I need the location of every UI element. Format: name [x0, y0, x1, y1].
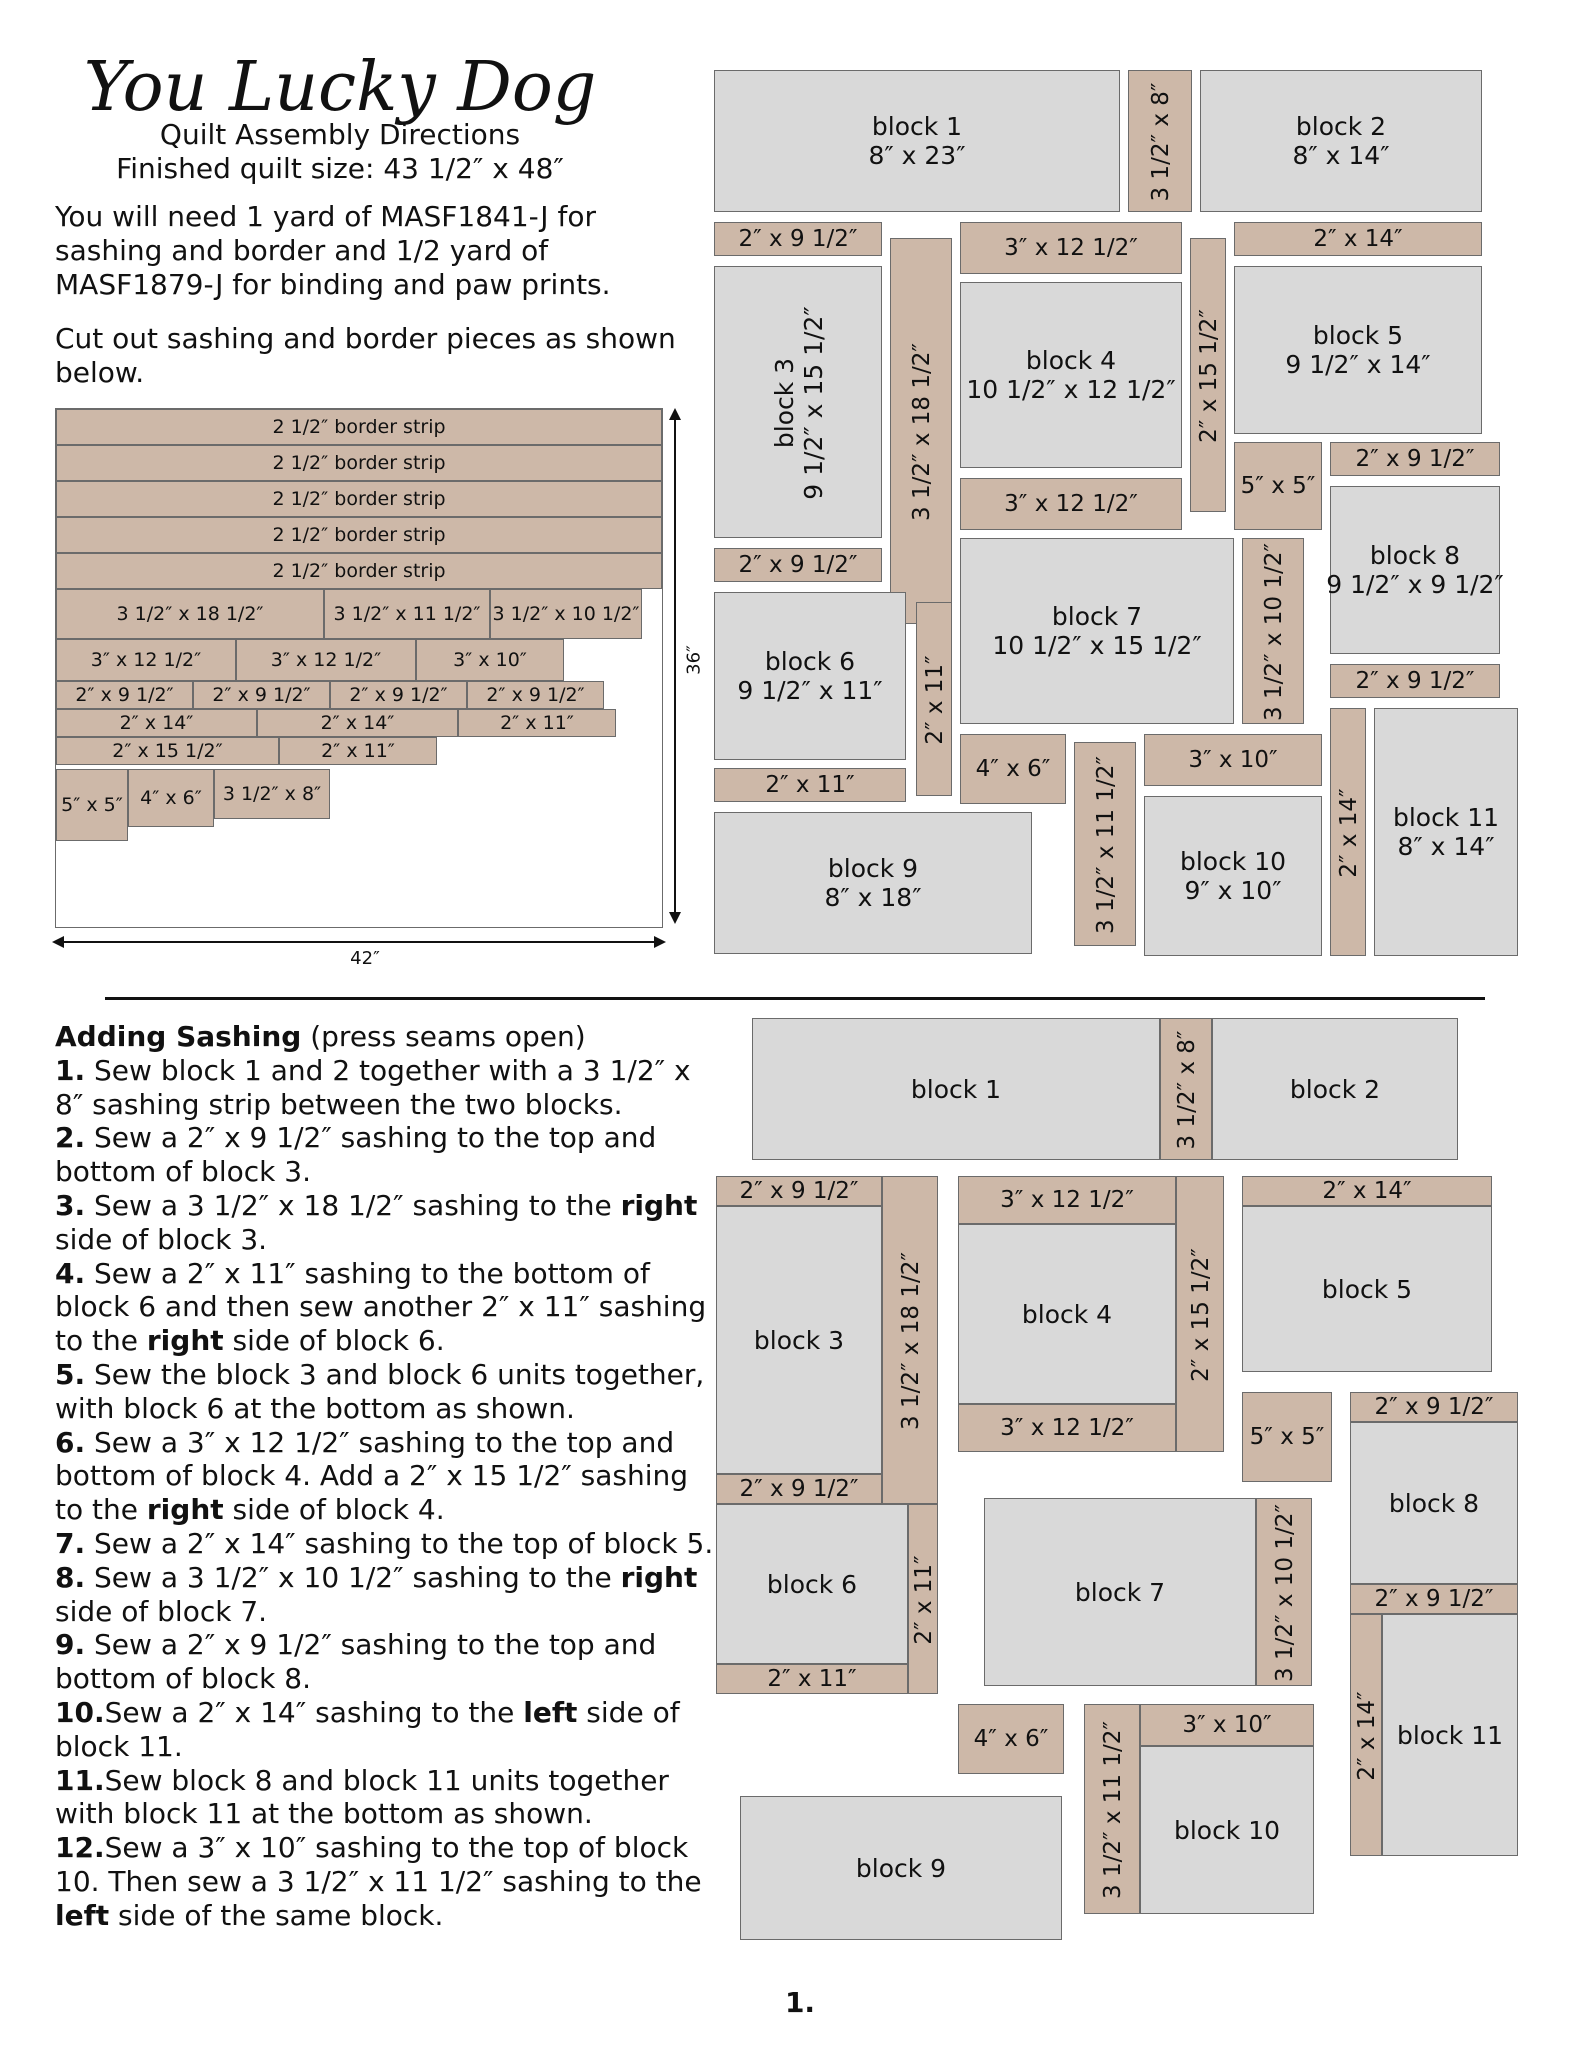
sashing-strip: [1084, 1704, 1140, 1914]
sashing-strip: [1242, 538, 1304, 724]
cut-piece: 3″ x 12 1/2″: [56, 639, 236, 681]
sashing-strip: 2″ x 9 1/2″: [714, 548, 882, 582]
sashing-instructions: [55, 1020, 715, 1933]
block-3: [714, 266, 882, 538]
block-8: block 8: [1350, 1422, 1518, 1584]
sashing-strip: [1190, 238, 1226, 512]
block-5: block 5: [1242, 1206, 1492, 1372]
border-strip-5: 2 1/2″ border strip: [56, 553, 662, 589]
cut-instructions: Cut out sashing and border pieces as shown below.: [55, 322, 676, 389]
sashing-strip: 2″ x 9 1/2″: [1350, 1392, 1518, 1422]
assembly-subtitle: Quilt Assembly Directions: [159, 118, 521, 151]
sashing-heading: Adding Sashing: [55, 1020, 302, 1053]
border-strip-4: 2 1/2″ border strip: [56, 517, 662, 553]
block-7: block 7 10 1/2″ x 15 1/2″: [960, 538, 1234, 724]
block-1: block 1: [752, 1018, 1160, 1160]
sashing-strip: 2″ x 9 1/2″: [1330, 442, 1500, 476]
border-strip-3: 2 1/2″ border strip: [56, 481, 662, 517]
block-5: block 5 9 1/2″ x 14″: [1234, 266, 1482, 434]
width-label: 42″: [350, 948, 380, 969]
sashing-strip: 3″ x 10″: [1140, 1704, 1314, 1746]
sashing-label: 3 1/2″ x 10 1/2″: [1261, 543, 1287, 721]
cut-piece: 3 1/2″ x 11 1/2″: [324, 589, 490, 639]
cut-piece: 2″ x 9 1/2″: [193, 681, 330, 709]
block-10: block 10: [1140, 1746, 1314, 1914]
block-6: block 6: [716, 1504, 908, 1664]
border-strip-2: 2 1/2″ border strip: [56, 445, 662, 481]
block-9: block 9 8″ x 18″: [714, 812, 1032, 954]
cut-piece: 2″ x 14″: [56, 709, 257, 737]
sashing-label: 2″ x 14″: [1354, 1691, 1380, 1781]
cut-piece: 3 1/2″ x 10 1/2″: [490, 589, 642, 639]
sashing-strip: [890, 238, 952, 624]
block-4: block 4: [958, 1224, 1176, 1404]
cut-piece: 5″ x 5″: [56, 769, 128, 841]
section-divider: [105, 997, 1485, 1000]
block-3-label: block 3 9 1/2″ x 15 1/2″: [770, 306, 828, 500]
block-9: block 9: [740, 1796, 1062, 1940]
cut-piece: 2″ x 11″: [279, 737, 437, 765]
sashing-strip: 2″ x 9 1/2″: [716, 1474, 882, 1504]
step-9: 9. Sew a 2″ x 9 1/2″ sashing to the top and bottom of block 8.: [55, 1628, 657, 1696]
sashing-strip: [916, 602, 952, 796]
step-4: 4. Sew a 2″ x 11″ sashing to the bottom of block 6 and then sew another 2″ x 11″ sashing to the right side of block 6.: [55, 1256, 707, 1358]
block-10: block 10 9″ x 10″: [1144, 796, 1322, 956]
step-6: 6. Sew a 3″ x 12 1/2″ sashing to the top and bottom of block 4. Add a 2″ x 15 1/2″ sashing to the right side of block 4.: [55, 1425, 689, 1527]
step-2: 2. Sew a 2″ x 9 1/2″ sashing to the top and bottom of block 3.: [55, 1121, 657, 1189]
fabric-requirements: You will need 1 yard of MASF1841-J for sashing and border and 1/2 yard of MASF1879-J for binding and paw prints.: [55, 200, 611, 301]
sashing-label: 2″ x 15 1/2″: [1188, 1248, 1214, 1382]
sashing-strip: 2″ x 9 1/2″: [1330, 664, 1500, 698]
sashing-strip: [882, 1176, 938, 1504]
sashing-strip: [1176, 1176, 1224, 1452]
step-12: 12.Sew a 3″ x 10″ sashing to the top of block 10. Then sew a 3 1/2″ x 11 1/2″ sashing to the left side of the same block.: [55, 1831, 702, 1932]
block-11: block 11: [1382, 1614, 1518, 1856]
sashing-strip: [1074, 742, 1136, 946]
quilt-title: You Lucky Dog: [83, 48, 597, 127]
sashing-strip: 2″ x 14″: [1234, 222, 1482, 256]
step-10: 10.Sew a 2″ x 14″ sashing to the left side of block 11.: [55, 1695, 680, 1763]
height-label: 36″: [683, 645, 705, 675]
cut-piece: 3 1/2″ x 8″: [214, 769, 330, 819]
cut-piece: 2″ x 9 1/2″: [56, 681, 193, 709]
sashing-strip: [1256, 1498, 1312, 1686]
sashing-strip: [908, 1504, 938, 1694]
sashing-strip: 4″ x 6″: [958, 1704, 1064, 1774]
sashing-strip: 4″ x 6″: [960, 734, 1066, 804]
sashing-label: 2″ x 11″: [911, 1555, 937, 1645]
sashing-strip: [1330, 708, 1366, 956]
cut-piece: 3 1/2″ x 18 1/2″: [56, 589, 324, 639]
sashing-strip: [1160, 1018, 1212, 1160]
step-7: 7. Sew a 2″ x 14″ sashing to the top of block 5.: [55, 1526, 714, 1560]
sashing-label: 2″ x 15 1/2″: [1196, 309, 1222, 443]
sashing-label: 3 1/2″ x 10 1/2″: [1272, 1504, 1298, 1682]
cut-piece: 2″ x 9 1/2″: [330, 681, 467, 709]
sashing-label: 3 1/2″ x 18 1/2″: [909, 343, 935, 521]
sashing-label: 3 1/2″ x 11 1/2″: [1093, 756, 1119, 934]
sashing-strip: 3″ x 12 1/2″: [958, 1404, 1176, 1452]
sashing-strip: 3″ x 12 1/2″: [960, 478, 1182, 530]
sashing-label: 3 1/2″ x 8″: [1174, 1030, 1200, 1150]
sashing-strip: 5″ x 5″: [1234, 442, 1322, 530]
sashing-strip: 5″ x 5″: [1242, 1392, 1332, 1482]
sashing-strip: 2″ x 9 1/2″: [716, 1176, 882, 1206]
sashing-strip: 2″ x 9 1/2″: [714, 222, 882, 256]
sashing-label: 3 1/2″ x 18 1/2″: [898, 1252, 924, 1430]
sashing-strip: 2″ x 14″: [1242, 1176, 1492, 1206]
block-7: block 7: [984, 1498, 1256, 1686]
sashing-note: (press seams open): [310, 1020, 586, 1053]
sashing-label: 2″ x 14″: [1336, 788, 1362, 878]
sashing-strip: 2″ x 11″: [714, 768, 906, 802]
sashing-strip: [1128, 70, 1192, 212]
block-1: block 1 8″ x 23″: [714, 70, 1120, 212]
cut-piece: 2″ x 11″: [458, 709, 616, 737]
block-4: block 4 10 1/2″ x 12 1/2″: [960, 282, 1182, 468]
block-6: block 6 9 1/2″ x 11″: [714, 592, 906, 760]
cut-piece: 3″ x 12 1/2″: [236, 639, 416, 681]
border-strip-1: 2 1/2″ border strip: [56, 409, 662, 445]
sashing-strip: 2″ x 9 1/2″: [1350, 1584, 1518, 1614]
step-3: 3. Sew a 3 1/2″ x 18 1/2″ sashing to the right side of block 3.: [55, 1188, 698, 1256]
cut-piece: 3″ x 10″: [416, 639, 564, 681]
block-2: block 2: [1212, 1018, 1458, 1160]
step-11: 11.Sew block 8 and block 11 units together with block 11 at the bottom as shown.: [55, 1763, 669, 1831]
sashing-label: 3 1/2″ x 11 1/2″: [1100, 1721, 1126, 1899]
sashing-label: 3 1/2″ x 8″: [1148, 82, 1174, 202]
step-5: 5. Sew the block 3 and block 6 units together, with block 6 at the bottom as shown.: [55, 1357, 705, 1425]
cut-piece: 2″ x 9 1/2″: [467, 681, 604, 709]
dimension-arrows: [40, 400, 700, 980]
step-8: 8. Sew a 3 1/2″ x 10 1/2″ sashing to the right side of block 7.: [55, 1560, 698, 1628]
sashing-label: 2″ x 11″: [922, 655, 948, 745]
sashing-strip: 3″ x 10″: [1144, 734, 1322, 786]
block-11: block 11 8″ x 14″: [1374, 708, 1518, 956]
cut-piece: 4″ x 6″: [128, 769, 214, 827]
sashing-strip: 2″ x 11″: [716, 1664, 908, 1694]
step-1: 1. Sew block 1 and 2 together with a 3 1/2″ x 8″ sashing strip between the two blocks.: [55, 1053, 691, 1121]
block-8: block 8 9 1/2″ x 9 1/2″: [1330, 486, 1500, 654]
cut-piece: 2″ x 14″: [257, 709, 458, 737]
block-2: block 2 8″ x 14″: [1200, 70, 1482, 212]
finished-size: Finished quilt size: 43 1/2″ x 48″: [116, 152, 564, 185]
sashing-strip: 3″ x 12 1/2″: [958, 1176, 1176, 1224]
cut-piece: 2″ x 15 1/2″: [56, 737, 279, 765]
sashing-strip: [1350, 1614, 1382, 1856]
block-3: block 3: [716, 1206, 882, 1474]
sashing-strip: 3″ x 12 1/2″: [960, 222, 1182, 274]
page-number: 1.: [784, 1986, 816, 2019]
